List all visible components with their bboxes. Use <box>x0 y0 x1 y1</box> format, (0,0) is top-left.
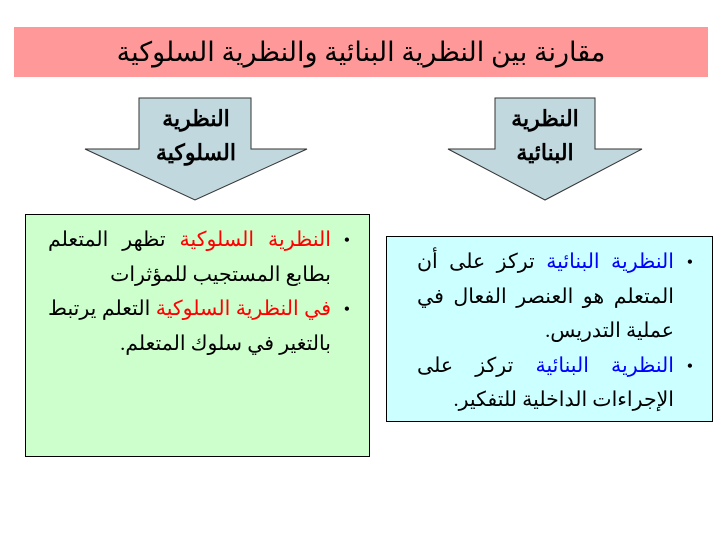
behavioral-header-line1: النظرية <box>162 106 230 131</box>
behavioral-point-2-text: التعلم يرتبط بالتغير في سلوك المتعلم. <box>48 298 331 355</box>
behavioral-point-1-highlight: النظرية السلوكية <box>179 229 331 251</box>
constructivist-point-1-text: تركز على أن المتعلم هو العنصر الفعال في عملية التدريس. <box>417 251 674 342</box>
constructivist-header-line2: البنائية <box>516 140 574 165</box>
behavioral-header-line2: السلوكية <box>156 140 236 165</box>
behavioral-header-arrow <box>83 97 309 202</box>
constructivist-description-box <box>386 236 713 422</box>
constructivist-header-line1: النظرية <box>511 106 579 131</box>
behavioral-description-box <box>25 214 370 457</box>
constructivist-point-2-text: تركز على الإجراءات الداخلية للتفكير. <box>417 354 674 411</box>
behavioral-point-1-text: تظهر المتعلم بطابع المستجيب للمؤثرات <box>48 229 331 286</box>
constructivist-header-arrow <box>446 97 644 202</box>
behavioral-point-2-highlight: في النظرية السلوكية <box>155 298 331 320</box>
list-item <box>417 245 674 349</box>
page-title: مقارنة بين النظرية البنائية والنظرية السلوكية <box>14 27 708 77</box>
list-item <box>48 223 331 292</box>
list-item <box>48 292 331 361</box>
constructivist-point-2-highlight: النظرية البنائية <box>535 354 674 377</box>
list-item <box>417 349 674 418</box>
constructivist-points-list <box>417 245 701 418</box>
behavioral-points-list <box>48 223 358 361</box>
constructivist-point-1-highlight: النظرية البنائية <box>546 251 674 273</box>
